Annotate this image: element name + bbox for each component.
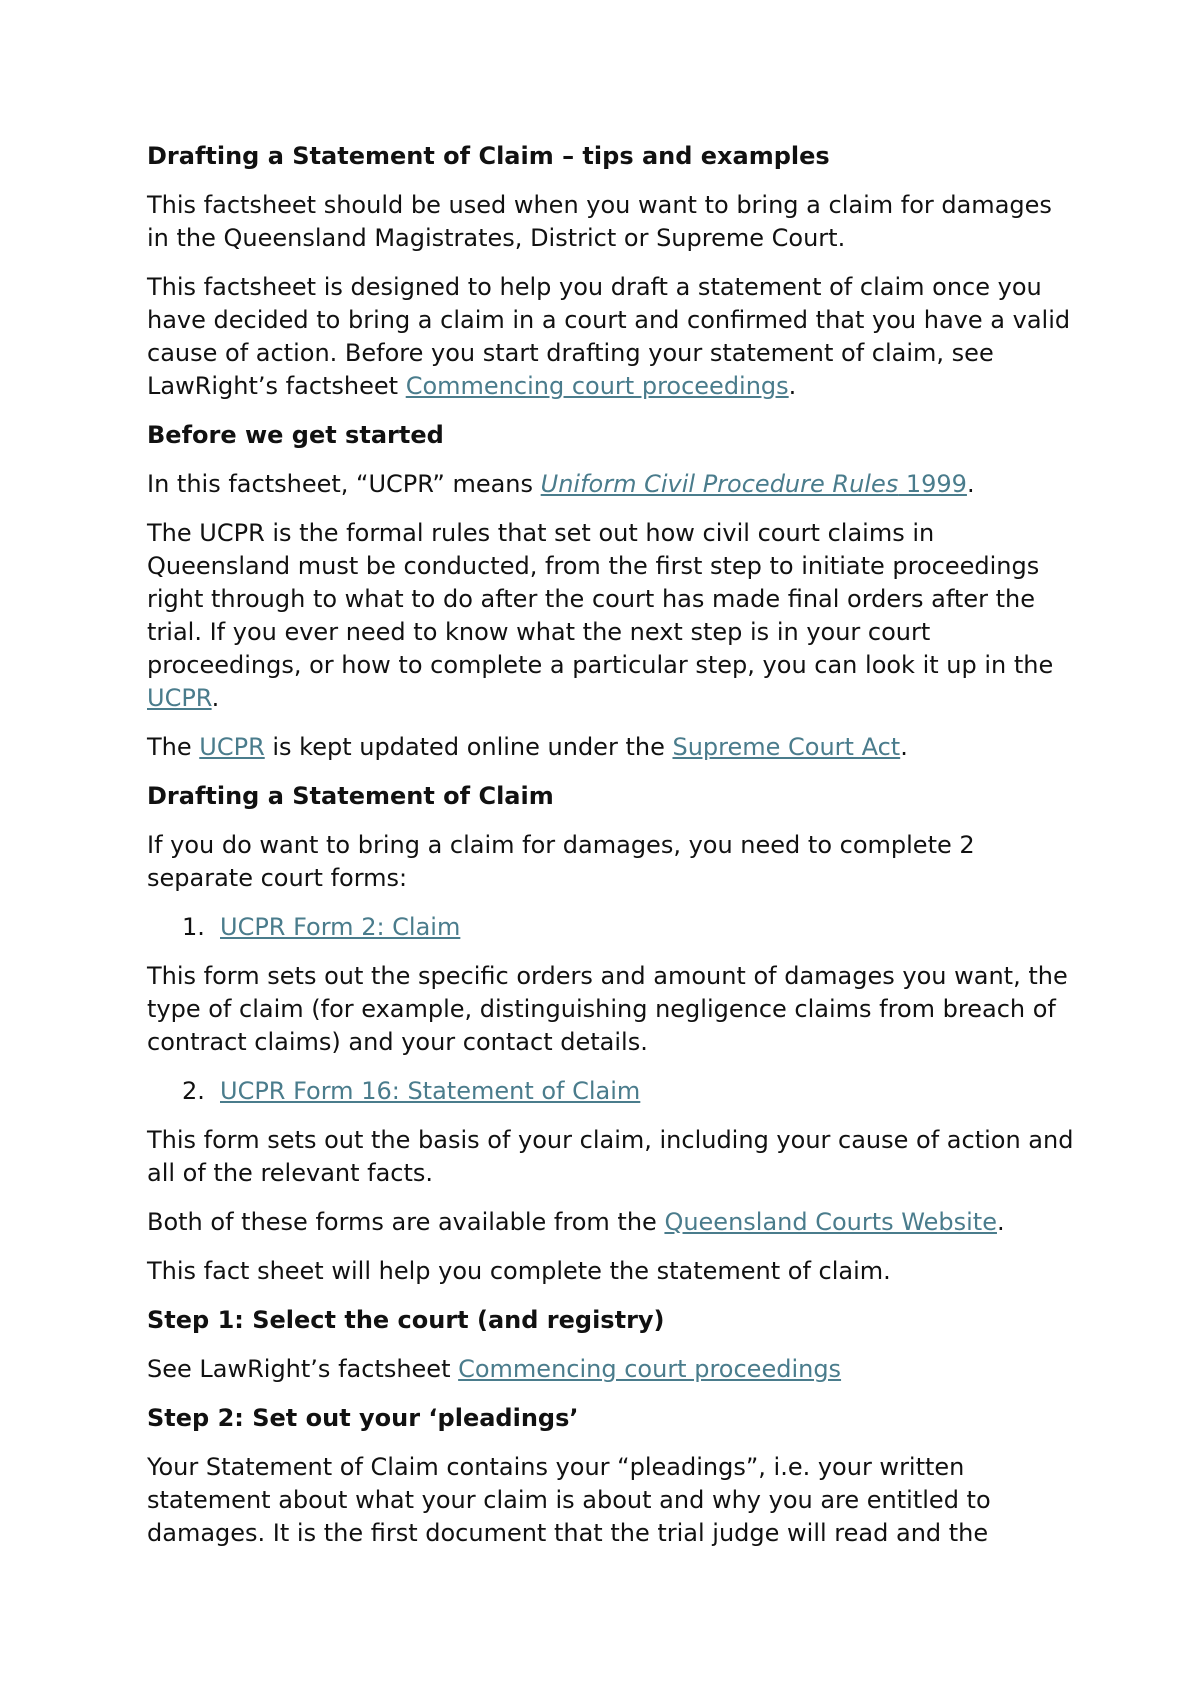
- queensland-courts-website-link[interactable]: Queensland Courts Website: [664, 1208, 997, 1236]
- list-number: 2.: [182, 1077, 205, 1105]
- ucpr-definition-end: .: [966, 470, 975, 498]
- forms-availability-end: .: [996, 1208, 1005, 1236]
- ucpr-description: [147, 517, 1077, 715]
- document-page: [147, 140, 1077, 1566]
- ucpr-updated-end: .: [900, 733, 908, 761]
- ucpr-rules-link-title: Uniform Civil Procedure Rules: [540, 470, 899, 498]
- step-1-heading: Step 1: Select the court (and registry): [147, 1306, 665, 1334]
- before-heading: Before we get started: [147, 421, 444, 449]
- intro-paragraph-1: This factsheet should be used when you want to bring a claim for damages in the Queensland Magistrates, District or Supreme Court.: [147, 191, 1052, 252]
- ucpr-updated-text-2: is kept updated online under the: [264, 733, 673, 761]
- list-item: [147, 911, 1077, 944]
- form-2-claim-link[interactable]: UCPR Form 2: Claim: [220, 913, 461, 941]
- step-1-text-content: See LawRight’s factsheet: [147, 1355, 459, 1383]
- list-item: [147, 1075, 1077, 1108]
- ucpr-updated-text-1: The: [147, 733, 200, 761]
- form-16-statement-link[interactable]: UCPR Form 16: Statement of Claim: [220, 1077, 641, 1105]
- intro-paragraph-2: [147, 271, 1077, 403]
- ucpr-definition: [147, 468, 1077, 501]
- form-16-description: This form sets out the basis of your claim, including your cause of action and all of the relevant facts.: [147, 1126, 1074, 1187]
- commencing-proceedings-link-2[interactable]: Commencing court proceedings: [458, 1355, 842, 1383]
- ucpr-description-end: .: [211, 684, 220, 712]
- intro-paragraph-2-text: This factsheet is designed to help you draft a statement of claim once you have decided to bring a claim in a court and confirmed that you have a valid cause of action. Before you start drafting your statement of claim, see LawRight’s factsheet: [147, 273, 1071, 400]
- intro-paragraph-2-end: .: [788, 372, 797, 400]
- step-2-text: Your Statement of Claim contains your “pleadings”, i.e. your written statement about what your claim is about and why you are entitled to damages. It is the first document that the trial judge will read and the: [147, 1453, 991, 1547]
- factsheet-help: This fact sheet will help you complete the statement of claim.: [147, 1257, 891, 1285]
- drafting-heading: Drafting a Statement of Claim: [147, 782, 554, 810]
- ucpr-updated: [147, 731, 1077, 764]
- supreme-court-act-link[interactable]: Supreme Court Act: [672, 733, 901, 761]
- ucpr-link[interactable]: UCPR: [147, 684, 212, 712]
- ucpr-rules-link-year: 1999: [898, 470, 967, 498]
- list-number: 1.: [182, 913, 205, 941]
- ucpr-link-2[interactable]: UCPR: [199, 733, 265, 761]
- ucpr-description-text: The UCPR is the formal rules that set out how civil court claims in Queensland must be conducted, from the first step to initiate proceedings right through to what to do after the court has made final orders after the trial. If you ever need to know what the next step is in your court proceedings, or how to complete a particular step, you can look it up in the: [147, 519, 1054, 679]
- ucpr-rules-link[interactable]: [541, 470, 967, 498]
- form-2-description: This form sets out the specific orders and amount of damages you want, the type of claim (for example, distinguishing negligence claims from breach of contract claims) and your contact details.: [147, 962, 1068, 1056]
- step-1-text: [147, 1353, 1077, 1386]
- forms-availability: [147, 1206, 1077, 1239]
- page-title: Drafting a Statement of Claim – tips and examples: [147, 142, 830, 170]
- step-2-heading: Step 2: Set out your ‘pleadings’: [147, 1404, 579, 1432]
- drafting-intro: If you do want to bring a claim for damages, you need to complete 2 separate court forms:: [147, 831, 975, 892]
- forms-availability-text: Both of these forms are available from the: [147, 1208, 665, 1236]
- ucpr-definition-text: In this factsheet, “UCPR” means: [147, 470, 541, 498]
- commencing-proceedings-link[interactable]: Commencing court proceedings: [405, 372, 789, 400]
